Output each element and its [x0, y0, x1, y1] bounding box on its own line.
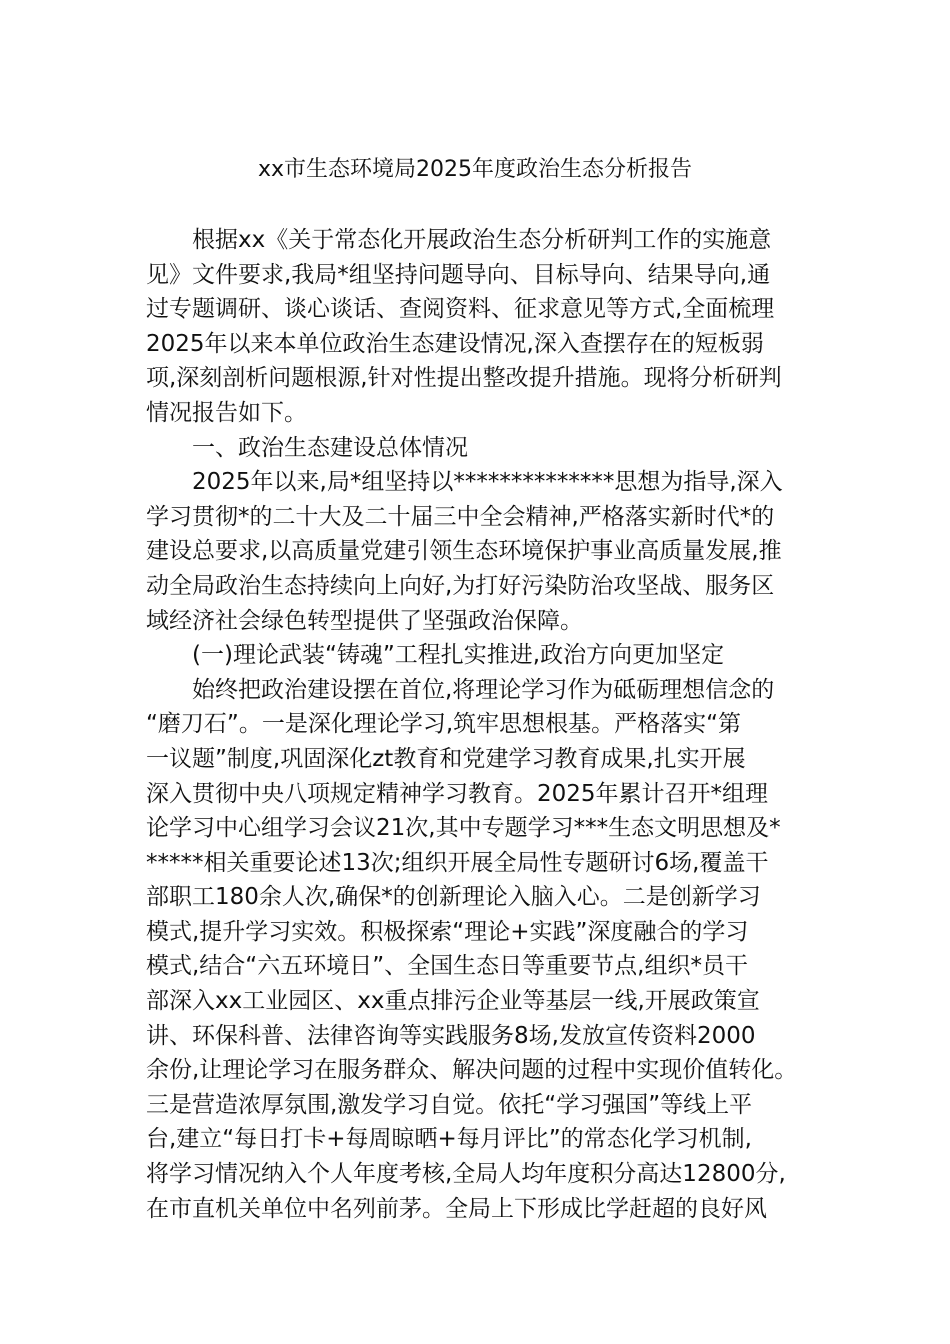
paragraph-line: 三是营造浓厚氛围,激发学习自觉。依托“学习强国”等线上平: [146, 1091, 753, 1118]
paragraph-line: 在市直机关单位中名列前茅。全局上下形成比学赶超的良好风: [146, 1195, 767, 1222]
paragraph-line: 学习贯彻*的二十大及二十届三中全会精神,严格落实新时代*的: [146, 503, 775, 530]
paragraph-line: 将学习情况纳入个人年度考核,全局人均年度积分高达12800分,: [146, 1161, 786, 1188]
paragraph-line: 部职工180余人次,确保*的创新理论入脑入心。二是创新学习: [146, 884, 761, 911]
document-body: [146, 223, 816, 1226]
paragraph-line: 根据xx《关于常态化开展政治生态分析研判工作的实施意: [192, 227, 772, 253]
paragraph-line: 建设总要求,以高质量党建引领生态环境保护事业高质量发展,推: [146, 538, 782, 565]
paragraph-line: 项,深刻剖析问题根源,针对性提出整改提升措施。现将分析研判: [146, 365, 782, 392]
document-title: xx市生态环境局2025年度政治生态分析报告: [257, 157, 693, 182]
paragraph-line: “磨刀石”。一是深化理论学习,筑牢思想根基。严格落实“第: [146, 711, 742, 738]
paragraph-line: 始终把政治建设摆在首位,将理论学习作为砥砺理想信念的: [192, 676, 775, 703]
section-heading: 一、政治生态建设总体情况: [192, 434, 468, 461]
paragraph-line: 台,建立“每日打卡+每周晾晒+每月评比”的常态化学习机制,: [146, 1126, 752, 1153]
paragraph-line: 情况报告如下。: [146, 399, 307, 426]
paragraph-line: 讲、环保科普、法律咨询等实践服务8场,发放宣传资料2000: [146, 1022, 756, 1049]
paragraph-line: 过专题调研、谈心谈话、查阅资料、征求意见等方式,全面梳理: [146, 296, 775, 323]
paragraph-line: 模式,提升学习实效。积极探索“理论+实践”深度融合的学习: [146, 918, 749, 945]
paragraph-line: 论学习中心组学习会议21次,其中专题学习***生态文明思想及*: [146, 815, 781, 842]
paragraph-line: 一议题”制度,巩固深化zt教育和党建学习教育成果,扎实开展: [146, 745, 746, 772]
paragraph-line: 部深入xx工业园区、xx重点排污企业等基层一线,开展政策宣: [146, 988, 760, 1015]
paragraph-line: 域经济社会绿色转型提供了坚强政治保障。: [146, 607, 583, 634]
paragraph-line: 动全局政治生态持续向上向好,为打好污染防治攻坚战、服务区: [146, 572, 775, 599]
subsection-heading: (一)理论武装“铸魂”工程扎实推进,政治方向更加坚定: [192, 642, 725, 669]
paragraph-line: 模式,结合“六五环境日”、全国生态日等重要节点,组织*员干: [146, 953, 748, 980]
paragraph-line: 2025年以来,局*组坚持以**************思想为指导,深入: [192, 469, 783, 496]
paragraph-line: 深入贯彻中央八项规定精神学习教育。2025年累计召开*组理: [146, 780, 769, 807]
paragraph-line: 见》文件要求,我局*组坚持问题导向、目标导向、结果导向,通: [146, 261, 771, 288]
paragraph-line: 2025年以来本单位政治生态建设情况,深入查摆存在的短板弱: [146, 330, 764, 357]
paragraph-line: 余份,让理论学习在服务群众、解决问题的过程中实现价值转化。: [146, 1057, 798, 1084]
paragraph-line: *****相关重要论述13次;组织开展全局性专题研讨6场,覆盖干: [146, 849, 769, 876]
